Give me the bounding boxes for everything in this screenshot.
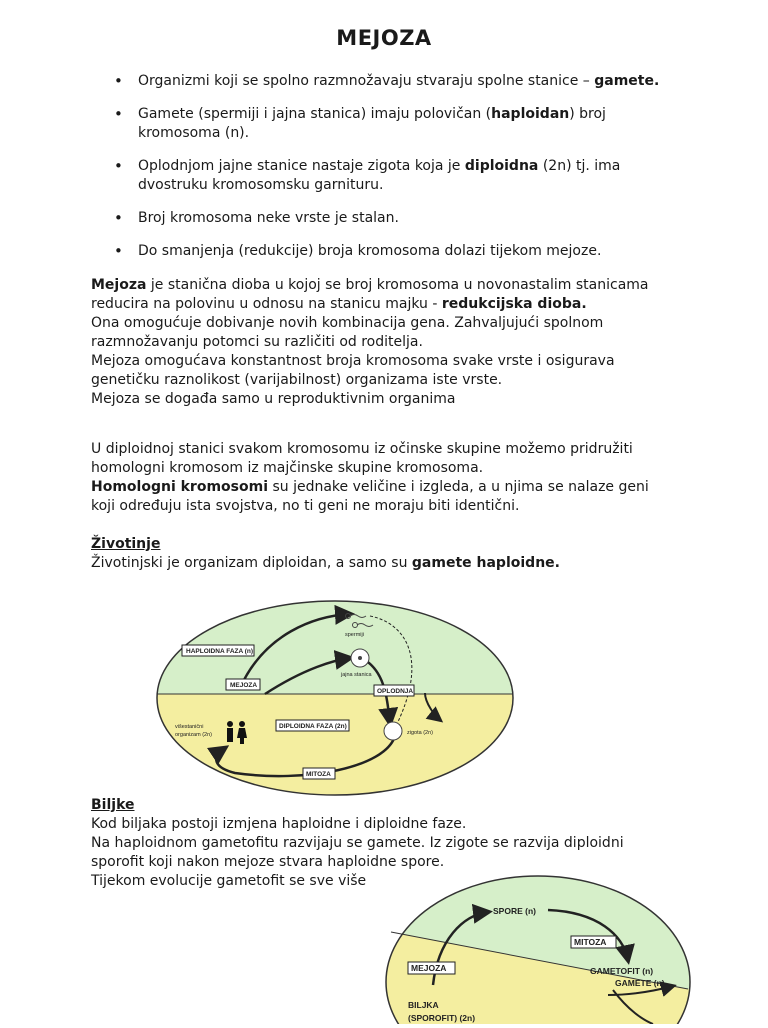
organisms-label-1: višestanični [175, 724, 204, 730]
homologous-paragraph: U diploidnoj stanici svakom kromosomu iz očinske skupine možemo pridružiti homologni kromosom iz majčinske skupine kromosoma. Homologni kromosomi su jednake veličine i izgleda, a u njima se nalaze geni koji određuju ista svojstva, no ti geni ne moraju biti identični. [91, 441, 649, 514]
bullet-item: • Broj kromosoma neke vrste je stalan. [108, 209, 688, 228]
diploid-zone [155, 694, 515, 798]
meiosis-paragraph: Mejoza je stanična dioba u kojoj se broj kromosoma u novonastalim stanicama reducira na polovinu u odnosu na stanicu majku - redukcijska dioba. Ona omogućuje dobivanje novih kombinacija gena. Zahvaljujući spolnom razmnožavanju potomci su različiti od roditelja. Mejoza omogućava konstantnost broja kromosoma svake vrste i osigurava genetičku raznolikost (varijabilnost) organizama iste vrste. Mejoza se događa samo u reproduktivnim organima [91, 277, 649, 407]
fertilization-label: OPLODNJA [377, 688, 414, 695]
spores-label: SPORE (n) [493, 906, 536, 916]
animal-life-cycle-diagram [155, 598, 515, 798]
gametophyte-label: GAMETOFIT (n) [590, 966, 654, 976]
bullet-item: • Oplodnjom jajne stanice nastaje zigota koja je diploidna (2n) tj. ima dvostruku kromosomsku garnituru. [108, 157, 628, 195]
bullet-item: • Gamete (spermiji i jajna stanica) imaju polovičan (haploidan) broj kromosoma (n). [108, 105, 616, 143]
bullet-item: • Organizmi koji se spolno razmnožavaju stvaraju spolne stanice – gamete. [108, 72, 688, 91]
plants-text: Kod biljaka postoji izmjena haploidne i diploidne faze. Na haploidnom gametofitu razvijaju se gamete. Iz zigote se razvija diploidni sporofit koji nakon mejoze stvara haploidne spore. Tijekom evolucije gametofit se sve više [91, 816, 624, 889]
meiosis-label: MEJOZA [411, 963, 447, 973]
meiosis-label: MEJOZA [230, 682, 258, 689]
page-title: MEJOZA [336, 26, 432, 50]
plant-label-1: BILJKA [408, 1000, 439, 1010]
haploid-phase-label: HAPLOIDNA FAZA (n) [186, 648, 254, 655]
plant-label-2: (SPOROFIT) (2n) [408, 1013, 476, 1023]
diploid-phase-label: DIPLOIDNA FAZA (2n) [279, 723, 347, 730]
organisms-label-2: organizam (2n) [175, 732, 212, 738]
animals-text: Životinjski je organizam diploidan, a samo su gamete haploidne. [91, 555, 560, 571]
zygote-label: zigota (2n) [407, 730, 433, 736]
intro-bullet-list [108, 72, 688, 275]
sperm-label: spermiji [345, 632, 364, 638]
plants-heading: Biljke [91, 797, 135, 813]
egg-label: jajna stanica [341, 672, 372, 678]
mitosis-label: MITOZA [574, 937, 607, 947]
gametes-label: GAMETE (n) [615, 978, 665, 988]
plant-life-cycle-diagram [383, 870, 693, 1024]
bullet-item: • Do smanjenja (redukcije) broja kromosoma dolazi tijekom mejoze. [108, 242, 688, 261]
zygote-icon [384, 722, 402, 740]
mitosis-label: MITOZA [306, 771, 331, 778]
animals-heading: Životinje [91, 536, 161, 552]
